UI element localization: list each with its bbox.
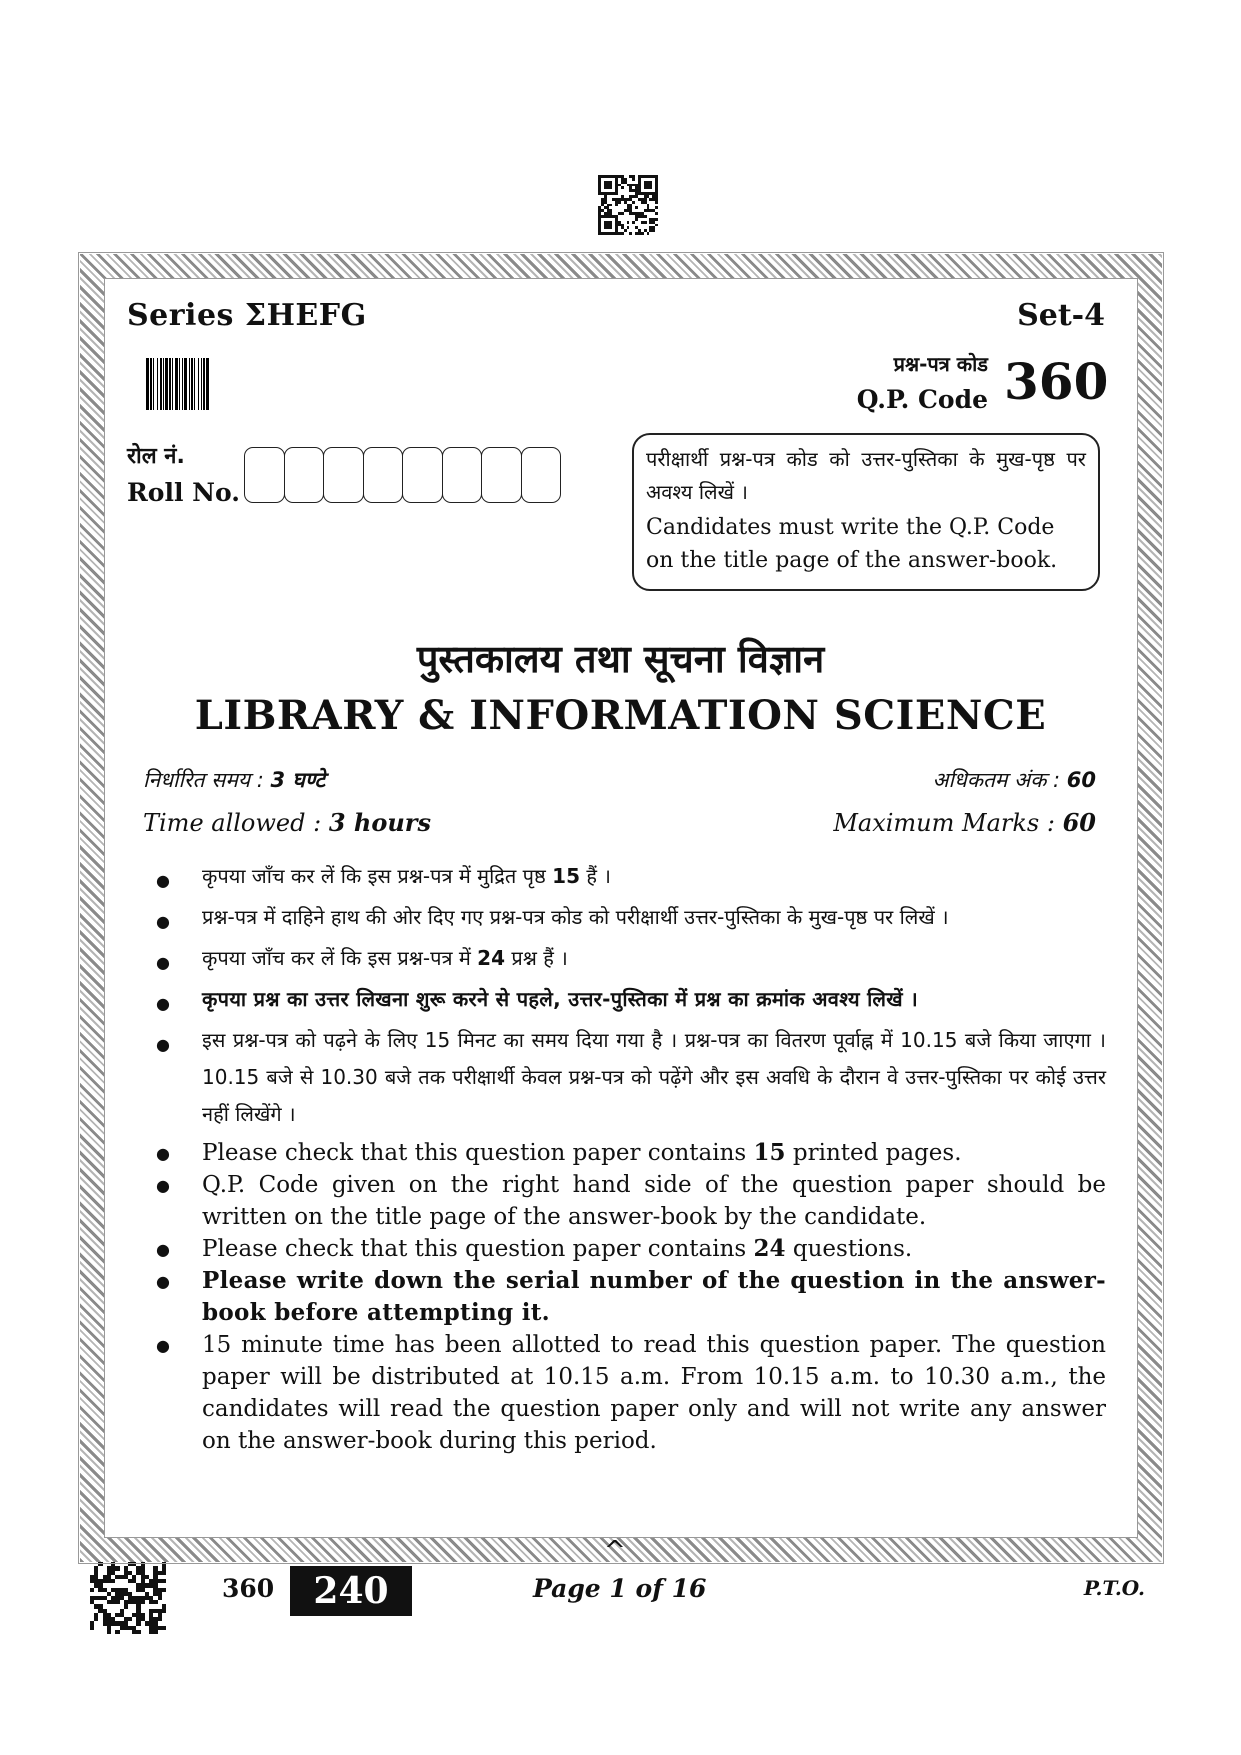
roll-no-label-english: Roll No. [127,478,240,507]
time-allowed-hindi: निर्धारित समय : 3 घण्टे [143,768,326,792]
qp-code-labels [848,350,988,414]
roll-number-boxes [244,447,561,503]
roll-no-label-hindi: रोल नं. [127,444,185,469]
time-allowed-english: Time allowed : 3 hours [143,808,431,837]
footer-badge: 240 [290,1566,412,1616]
page-number: Page 1 of 16 [533,1574,707,1603]
roll-number-box[interactable] [481,447,522,503]
instructions-list [156,858,1106,1457]
roll-number-box[interactable] [402,447,443,503]
instruction-item: ● कृपया जाँच कर लें कि इस प्रश्न-पत्र में मुद्रित पृष्ठ 15 हैं । [156,858,1106,895]
corner-data-matrix-code [90,1558,166,1634]
notice-text-hindi: परीक्षार्थी प्रश्न-पत्र कोड को उत्तर-पुस्तिका के मुख-पृष्ठ पर अवश्य लिखें । [646,447,1086,504]
instruction-item: ● Please check that this question paper contains 15 printed pages. [156,1137,1106,1169]
subject-title-english: LIBRARY & INFORMATION SCIENCE [194,692,1047,739]
footer-qp-code: 360 [222,1574,275,1603]
instruction-item: ● 15 minute time has been allotted to read this question paper. The question paper will be distributed at 10.15 a.m. From 10.15 a.m. to 10.30 a.m., the candidates will read the question paper only and will not write any answer on the answer-book during this period. [156,1329,1106,1457]
barcode [146,358,308,410]
instruction-item: ● Q.P. Code given on the right hand side of the question paper should be written on the title page of the answer-book by the candidate. [156,1169,1106,1233]
instruction-item-emphasized: ● कृपया प्रश्न का उत्तर लिखना शुरू करने से पहले, उत्तर-पुस्तिका में प्रश्न का क्रमांक अवश्य लिखें । [156,981,1106,1018]
roll-number-box[interactable] [363,447,404,503]
notice-text-english: Candidates must write the Q.P. Code on the title page of the answer-book. [646,515,1058,573]
set-label: Set-4 [1017,298,1105,333]
roll-number-box[interactable] [521,447,562,503]
pto-label: P.T.O. [1083,1576,1145,1600]
roll-number-box[interactable] [442,447,483,503]
qp-code-label-hindi: प्रश्न-पत्र कोड [893,352,988,376]
subject-title-hindi: पुस्तकालय तथा सूचना विज्ञान [416,637,825,681]
series-label: Series ΣHEFG [127,298,367,333]
qp-code-notice-box [632,433,1100,591]
top-qr-code [598,175,658,235]
instruction-item: ● प्रश्न-पत्र में दाहिने हाथ की ओर दिए गए प्रश्न-पत्र कोड को परीक्षार्थी उत्तर-पुस्तिका के मुख-पृष्ठ पर लिखें । [156,899,1106,936]
maximum-marks-english: Maximum Marks : 60 [833,808,1096,837]
roll-number-box[interactable] [284,447,325,503]
instruction-item: ● इस प्रश्न-पत्र को पढ़ने के लिए 15 मिनट का समय दिया गया है । प्रश्न-पत्र का वितरण पूर्वाह्न में 10.15 बजे किया जाएगा । 10.15 बजे से 10.30 बजे तक परीक्षार्थी केवल प्रश्न-पत्र को पढ़ेंगे और इस अवधि के दौरान वे उत्तर-पुस्तिका पर कोई उत्तर नहीं लिखेंगे । [156,1022,1106,1133]
instruction-item: ● Please check that this question paper contains 24 questions. [156,1233,1106,1265]
qp-code-value: 360 [1004,352,1109,411]
instruction-item: ● कृपया जाँच कर लें कि इस प्रश्न-पत्र में 24 प्रश्न हैं । [156,940,1106,977]
roll-number-box[interactable] [244,447,285,503]
instruction-item-emphasized: ● Please write down the serial number of the question in the answer-book before attempting it. [156,1265,1106,1329]
qp-code-label-english: Q.P. Code [856,385,988,414]
roll-number-box[interactable] [323,447,364,503]
maximum-marks-hindi: अधिकतम अंक : 60 [932,768,1096,792]
caret-mark: ^ [604,1536,626,1566]
